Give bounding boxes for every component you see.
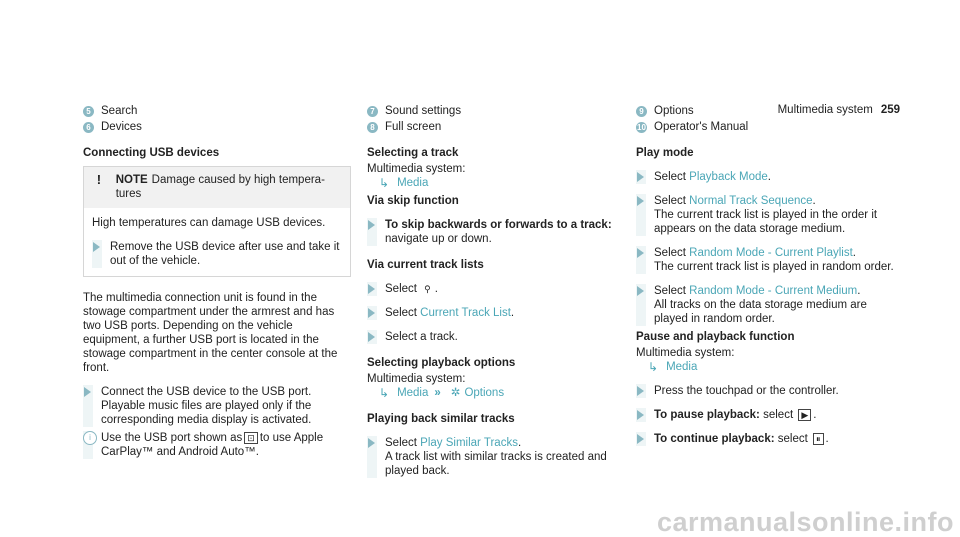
info-icon: i xyxy=(83,431,97,445)
number-badge: 6 xyxy=(83,122,94,133)
section-heading: Play mode xyxy=(636,147,694,159)
sub-heading: Via current track lists xyxy=(367,259,484,271)
step-text: Select Random Mode - Current Playlist. The current track list is played in random order. xyxy=(654,247,894,273)
sub-heading: Playing back similar tracks xyxy=(367,413,515,425)
play-icon[interactable]: ▶ xyxy=(798,409,811,421)
chapter-title: Multimedia system xyxy=(777,104,873,116)
menu-path xyxy=(379,176,620,190)
system-label: Multimedia system: xyxy=(367,373,466,385)
step-desc: The current track list is played in random order. xyxy=(654,261,894,273)
step-bar xyxy=(367,218,377,246)
step-desc: The current track list is played in the order it appears on the data storage medium. xyxy=(654,209,878,235)
select-word: Select xyxy=(385,283,417,295)
step-bar xyxy=(636,384,646,398)
step xyxy=(83,385,351,427)
step-bar xyxy=(367,436,377,478)
step-text: Remove the USB device after use and take it out of the vehicle. xyxy=(110,241,340,267)
step-bold: To continue playback: xyxy=(654,433,775,445)
note-body xyxy=(84,208,350,276)
current-track-list-link[interactable]: Current Track List xyxy=(420,307,511,319)
step xyxy=(636,384,896,398)
section-heading: Selecting playback options xyxy=(367,357,516,369)
number-badge: 8 xyxy=(367,122,378,133)
search-icon[interactable]: ⚲ xyxy=(424,284,431,294)
step-rest: select xyxy=(777,433,808,445)
step xyxy=(636,194,896,236)
step-rest: navigate up or down. xyxy=(385,233,492,245)
number-badge: 10 xyxy=(637,122,646,132)
column-2 xyxy=(367,104,620,478)
chevron-right-icon: » xyxy=(434,387,441,399)
step-text: Select Current Track List. xyxy=(385,307,515,319)
note-header xyxy=(84,167,350,208)
step-bar xyxy=(367,282,377,296)
step-text: Select Random Mode - Current Medium. All tracks on the data storage medium are played in random order. xyxy=(654,285,867,325)
page-number: 259 xyxy=(880,104,900,116)
item-label: Options xyxy=(654,105,694,117)
step-bar xyxy=(636,284,646,326)
path-arrow-icon: ↳ xyxy=(648,360,659,374)
select-word: Select xyxy=(654,247,686,259)
list-item xyxy=(83,120,351,134)
playback-mode-link[interactable]: Playback Mode xyxy=(689,171,768,183)
system-label: Multimedia system: xyxy=(636,347,735,359)
list-item xyxy=(367,120,620,134)
gear-icon: ✲ xyxy=(450,387,461,399)
list-item xyxy=(367,104,620,118)
step-text: Select Normal Track Sequence. The current track list is played in the order it appears on the data storage medium. xyxy=(654,195,878,235)
watermark: carmanualsonline.info xyxy=(656,507,954,537)
step-bold: To skip backwards or forwards to a track: xyxy=(385,219,612,231)
section-heading: Pause and playback function xyxy=(636,331,795,343)
number-badge: 7 xyxy=(367,106,378,117)
arrow-icon xyxy=(637,286,644,296)
select-word: Select xyxy=(654,285,686,297)
step-desc: All tracks on the data storage medium are played in random order. xyxy=(654,299,867,325)
section-heading: Selecting a track xyxy=(367,147,459,159)
section-heading: Connecting USB devices xyxy=(83,147,220,159)
arrow-icon xyxy=(368,332,375,342)
list-item xyxy=(636,104,896,118)
step-bar xyxy=(636,246,646,274)
step-bar xyxy=(367,306,377,320)
random-medium-link[interactable]: Random Mode - Current Medium xyxy=(689,285,858,297)
step xyxy=(367,282,620,296)
step-text: To pause playback: select ▶ . xyxy=(654,409,817,421)
item-label: Sound settings xyxy=(385,105,462,117)
note-text: High temperatures can damage USB devices. xyxy=(92,217,326,229)
step-text xyxy=(385,218,620,246)
arrow-icon xyxy=(368,438,375,448)
random-playlist-link[interactable]: Random Mode - Current Playlist xyxy=(689,247,853,259)
note-label: NOTE xyxy=(115,174,148,186)
arrow-icon xyxy=(637,434,644,444)
step-bar xyxy=(92,240,102,268)
step xyxy=(367,306,620,320)
note-box xyxy=(83,166,351,277)
step xyxy=(636,246,896,274)
item-label: Devices xyxy=(101,121,142,133)
column-1 xyxy=(83,104,351,459)
list-item xyxy=(83,104,351,118)
path-arrow-icon: ↳ xyxy=(379,176,390,190)
number-badge: 9 xyxy=(636,106,647,117)
step-rest: select xyxy=(763,409,794,421)
step-bar xyxy=(367,330,377,344)
arrow-icon xyxy=(368,220,375,230)
step xyxy=(636,408,896,422)
arrow-icon xyxy=(637,386,644,396)
arrow-icon xyxy=(93,242,100,252)
step-bold: To pause playback: xyxy=(654,409,760,421)
step-text: Press the touchpad or the controller. xyxy=(654,385,839,397)
select-word: Select xyxy=(385,307,417,319)
arrow-icon xyxy=(637,172,644,182)
step-text: Select a track. xyxy=(385,331,458,343)
paragraph: The multimedia connection unit is found in the stowage compartment under the armrest and has two USB ports. Depending on the vehicle equipment, a further USB port is located in the stowage compartment in the center console at the front. xyxy=(83,292,338,374)
menu-path xyxy=(379,386,620,400)
step-bar xyxy=(636,432,646,446)
arrow-icon xyxy=(368,284,375,294)
item-label: Search xyxy=(101,105,138,117)
item-label: Operator's Manual xyxy=(654,121,749,133)
pause-icon[interactable]: ⏸ xyxy=(813,433,824,445)
step xyxy=(367,218,620,246)
step xyxy=(636,432,896,446)
select-word: Select xyxy=(654,171,686,183)
options-link[interactable]: Options xyxy=(464,387,505,399)
item-label: Full screen xyxy=(385,121,442,133)
media-link[interactable]: Media xyxy=(397,177,429,189)
tip-text-pre: Use the USB port shown as xyxy=(101,432,243,444)
column-3 xyxy=(636,104,896,446)
step-text: Select ⚲ . xyxy=(385,283,438,295)
step-bar xyxy=(636,170,646,184)
media-link[interactable]: Media xyxy=(666,361,698,373)
list-item xyxy=(636,120,896,134)
warning-icon: ! xyxy=(96,172,102,187)
arrow-icon xyxy=(637,410,644,420)
arrow-icon xyxy=(368,308,375,318)
sub-heading: Via skip function xyxy=(367,195,459,207)
step xyxy=(367,436,620,478)
step xyxy=(367,330,620,344)
menu-path xyxy=(648,360,896,374)
note-title: Damage caused by high temperatures xyxy=(115,174,325,200)
step xyxy=(636,284,896,326)
arrow-icon xyxy=(637,196,644,206)
step-bar xyxy=(636,194,646,236)
play-similar-link[interactable]: Play Similar Tracks xyxy=(420,437,518,449)
normal-sequence-link[interactable]: Normal Track Sequence xyxy=(689,195,813,207)
number-badge: 5 xyxy=(83,106,94,117)
step-text: Connect the USB device to the USB port. Playable music files are played only if the corresponding media display is activated. xyxy=(101,386,312,426)
step-bar xyxy=(83,385,93,427)
step xyxy=(636,170,896,184)
tip-bar xyxy=(83,431,93,459)
select-word: Select xyxy=(654,195,686,207)
system-label: Multimedia system: xyxy=(367,163,466,175)
arrow-icon xyxy=(84,387,91,397)
select-word: Select xyxy=(385,437,417,449)
tip xyxy=(83,431,351,459)
usb-port-icon: ⊡ xyxy=(244,432,258,444)
step xyxy=(92,240,342,268)
path-arrow-icon: ↳ xyxy=(379,386,390,400)
step-text: To continue playback: select ⏸ . xyxy=(654,433,829,445)
arrow-icon xyxy=(637,248,644,258)
step-desc: A track list with similar tracks is created and played back. xyxy=(385,451,607,477)
step-text: Select Playback Mode. xyxy=(654,171,771,183)
step-text: Select Play Similar Tracks. A track list with similar tracks is created and played back. xyxy=(385,437,607,477)
tip-text xyxy=(101,431,351,459)
step-bar xyxy=(636,408,646,422)
media-link[interactable]: Media xyxy=(397,387,429,399)
tip-text-post: to use Apple CarPlay™ and Android Auto™. xyxy=(101,432,324,458)
